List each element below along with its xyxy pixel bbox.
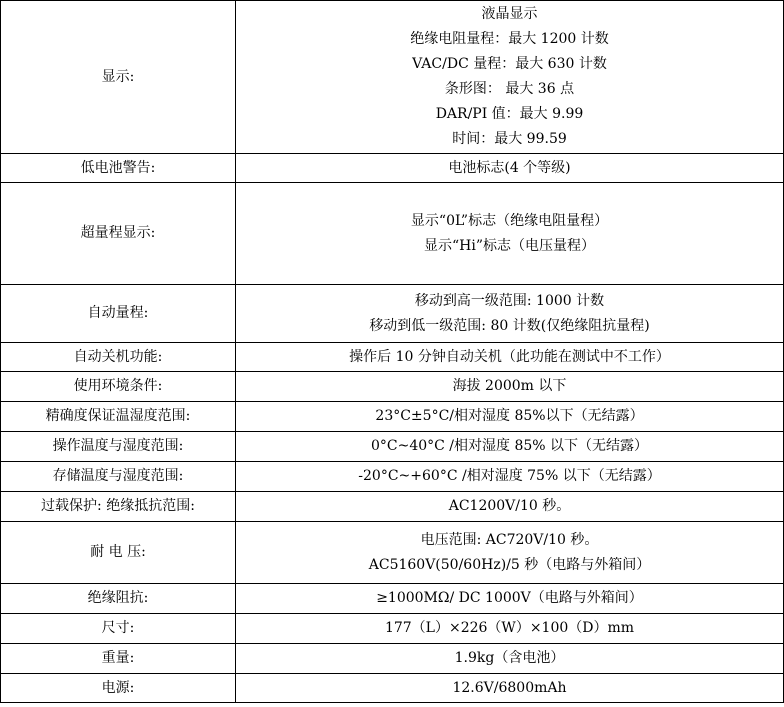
value-line: 移动到高一级范围: 1000 计数 <box>414 292 605 309</box>
table-row <box>1 644 784 674</box>
value-line: VAC/DC 量程：最大 630 计数 <box>412 56 607 72</box>
row-label: 存储温度与湿度范围: <box>1 462 236 492</box>
row-label: 显示: <box>1 1 236 154</box>
row-value <box>236 614 784 644</box>
value-line: 177（L）×226（W）×100（D）mm <box>384 620 635 636</box>
value-line: -20°C~+60°C /相对湿度 75% 以下（无结露） <box>358 468 661 484</box>
value-line: 海拔 2000m 以下 <box>452 378 567 394</box>
value-line: 0°C~40°C /相对湿度 85% 以下（无结露） <box>370 438 649 454</box>
row-label: 使用环境条件: <box>1 372 236 402</box>
table-row <box>1 522 784 584</box>
row-value <box>236 492 784 522</box>
row-value <box>236 674 784 703</box>
row-value <box>236 372 784 402</box>
value-line: 23°C±5°C/相对湿度 85%以下（无结露） <box>375 408 644 424</box>
row-value <box>236 522 784 584</box>
value-line: 12.6V/6800mAh <box>452 679 567 696</box>
table-row <box>1 674 784 703</box>
value-line: 移动到低一级范围: 80 计数(仅绝缘阻抗量程) <box>369 317 650 334</box>
row-value <box>236 432 784 462</box>
row-label: 精确度保证温湿度范围: <box>1 402 236 432</box>
value-line: 条形图： 最大 36 点 <box>444 81 575 97</box>
row-label: 超量程显示: <box>1 183 236 285</box>
row-value <box>236 183 784 285</box>
row-label: 自动关机功能: <box>1 343 236 372</box>
row-label: 操作温度与湿度范围: <box>1 432 236 462</box>
value-line: 电池标志(4 个等级) <box>448 159 571 176</box>
value-line: 1.9kg（含电池） <box>454 650 565 666</box>
row-label: 电源: <box>1 674 236 703</box>
row-label: 尺寸: <box>1 614 236 644</box>
table-row <box>1 1 784 154</box>
value-line: 电压范围: AC720V/10 秒。 <box>420 531 599 548</box>
row-label: 绝缘阻抗: <box>1 584 236 614</box>
row-label: 低电池警告: <box>1 154 236 183</box>
value-line: DAR/PI 值：最大 9.99 <box>435 106 584 122</box>
value-line: 绝缘电阻量程：最大 1200 计数 <box>410 31 609 47</box>
table-row <box>1 285 784 343</box>
value-line: ≥1000MΩ/ DC 1000V（电路与外箱间） <box>376 590 643 606</box>
table-row <box>1 432 784 462</box>
row-value <box>236 154 784 183</box>
row-label: 重量: <box>1 644 236 674</box>
table-row <box>1 154 784 183</box>
row-value <box>236 285 784 343</box>
table-row <box>1 462 784 492</box>
table-row <box>1 343 784 372</box>
row-value <box>236 402 784 432</box>
row-value <box>236 462 784 492</box>
row-value <box>236 343 784 372</box>
table-row <box>1 492 784 522</box>
value-line: 时间：最大 99.59 <box>452 131 567 147</box>
table-row <box>1 402 784 432</box>
row-label: 耐 电 压: <box>1 522 236 584</box>
row-value <box>236 584 784 614</box>
value-line: AC1200V/10 秒。 <box>448 498 571 514</box>
value-line: 液晶显示 <box>481 6 538 22</box>
value-line: 显示“0L”标志（绝缘电阻量程） <box>410 212 609 229</box>
row-label: 自动量程: <box>1 285 236 343</box>
value-line: 显示“Hi”标志（电压量程） <box>423 237 595 254</box>
value-line: 操作后 10 分钟自动关机（此功能在测试中不工作） <box>349 348 670 365</box>
table-row <box>1 183 784 285</box>
table-row <box>1 584 784 614</box>
row-label: 过载保护: 绝缘抵抗范围: <box>1 492 236 522</box>
row-value <box>236 644 784 674</box>
table-row <box>1 614 784 644</box>
table-row <box>1 372 784 402</box>
row-value <box>236 1 784 154</box>
value-line: AC5160V(50/60Hz)/5 秒（电路与外箱间） <box>368 556 651 573</box>
